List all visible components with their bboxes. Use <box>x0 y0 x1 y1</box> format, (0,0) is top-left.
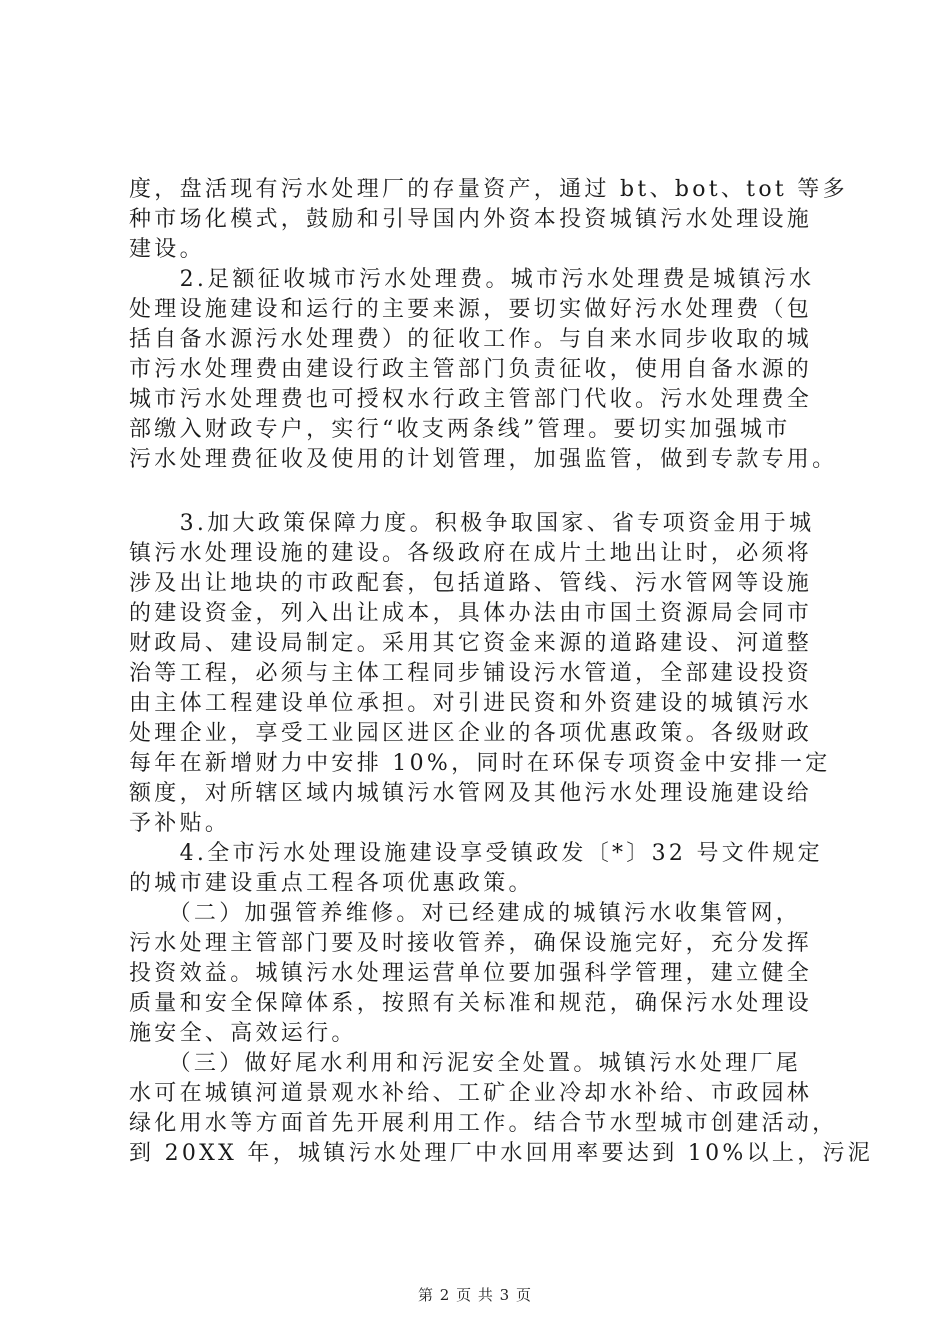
text-line: 绿化用水等方面首先开展利用工作。结合节水型城市创建活动， <box>129 1111 838 1136</box>
text-line: 部缴入财政专户，实行“收支两条线”管理。要切实加强城市 <box>129 417 791 442</box>
text-line: 财政局、建设局制定。采用其它资金来源的道路建设、河道整 <box>129 631 813 656</box>
paragraph-maintenance <box>129 899 844 1049</box>
paragraph-continuation <box>129 175 848 265</box>
text-line: 治等工程，必须与主体工程同步铺设污水管道，全部建设投资 <box>129 661 813 686</box>
paragraph-reuse-sludge <box>129 1049 874 1169</box>
document-body <box>129 175 874 1169</box>
paragraph-spacer <box>129 475 844 509</box>
text-line: 涉及出让地块的市政配套，包括道路、管线、污水管网等设施 <box>129 571 813 596</box>
text-line: 污水处理主管部门要及时接收管养，确保设施完好，充分发挥 <box>129 931 813 956</box>
text-line: 由主体工程建设单位承担。对引进民资和外资建设的城镇污水 <box>129 691 813 716</box>
text-line: 3.加大政策保障力度。积极争取国家、省专项资金用于城 <box>129 511 815 536</box>
text-line: （二）加强管养维修。对已经建成的城镇污水收集管网， <box>129 901 802 926</box>
text-line: 污水处理费征收及使用的计划管理，加强监管，做到专款专用。 <box>129 447 838 472</box>
text-line: 水可在城镇河道景观水补给、工矿企业冷却水补给、市政园林 <box>129 1081 813 1106</box>
paragraph-preferential-policy <box>129 839 844 899</box>
text-line: 到 20XX 年，城镇污水处理厂中水回用率要达到 10%以上，污泥 <box>129 1141 874 1166</box>
text-line: 予补贴。 <box>129 811 231 836</box>
page-footer: 第 2 页 共 3 页 <box>418 1286 532 1304</box>
text-line: 的建设资金，列入出让成本，具体办法由市国土资源局会同市 <box>129 601 813 626</box>
text-line: 建设。 <box>129 237 205 262</box>
paragraph-policy-support <box>129 509 844 839</box>
text-line: 括自备水源污水处理费）的征收工作。与自来水同步收取的城 <box>129 327 813 352</box>
text-line: 处理企业，享受工业园区进区企业的各项优惠政策。各级财政 <box>129 721 813 746</box>
text-line: 的城市建设重点工程各项优惠政策。 <box>129 871 534 896</box>
text-line: 种市场化模式，鼓励和引导国内外资本投资城镇污水处理设施 <box>129 207 813 232</box>
text-line: 2.足额征收城市污水处理费。城市污水处理费是城镇污水 <box>129 267 815 292</box>
text-line: 处理设施建设和运行的主要来源，要切实做好污水处理费（包 <box>129 297 813 322</box>
text-line: 施安全、高效运行。 <box>129 1021 357 1046</box>
text-line: 投资效益。城镇污水处理运营单位要加强科学管理，建立健全 <box>129 961 813 986</box>
paragraph-sewage-fee <box>129 265 844 475</box>
text-line: 额度，对所辖区域内城镇污水管网及其他污水处理设施建设给 <box>129 781 813 806</box>
text-line: 镇污水处理设施的建设。各级政府在成片土地出让时，必须将 <box>129 541 813 566</box>
text-line: 质量和安全保障体系，按照有关标准和规范，确保污水处理设 <box>129 991 813 1016</box>
text-line: 市污水处理费由建设行政主管部门负责征收，使用自备水源的 <box>129 357 813 382</box>
text-line: 度，盘活现有污水处理厂的存量资产，通过 bt、bot、tot 等多 <box>129 177 848 202</box>
text-line: 4.全市污水处理设施建设享受镇政发〔*〕32 号文件规定 <box>129 841 823 866</box>
text-line: 城市污水处理费也可授权水行政主管部门代收。污水处理费全 <box>129 387 813 412</box>
text-line: 每年在新增财力中安排 10%，同时在环保专项资金中安排一定 <box>129 751 831 776</box>
text-line: （三）做好尾水利用和污泥安全处置。城镇污水处理厂尾 <box>129 1051 802 1076</box>
